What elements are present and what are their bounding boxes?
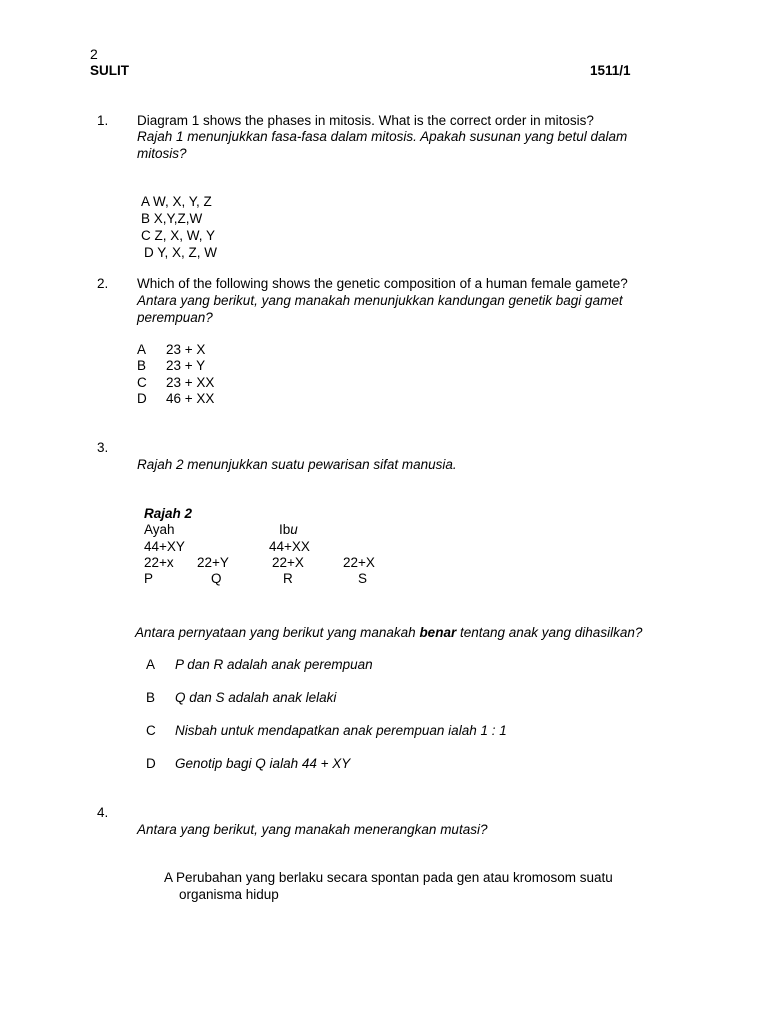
option-a-letter: A [146, 657, 156, 672]
option-a-text: P dan R adalah anak perempuan [175, 657, 373, 672]
option-a-text-cont: organisma hidup [179, 887, 279, 902]
question-text-ms-cont: perempuan? [137, 310, 213, 325]
option-b-text: 23 + Y [166, 358, 206, 373]
option-d-text: 46 + XX [166, 391, 215, 406]
header-paper-code: 1511/1 [590, 63, 631, 78]
mother-genotype: 44+XX [269, 539, 310, 554]
diagram-title: Rajah 2 [144, 506, 193, 521]
question-number: 4. [97, 805, 109, 820]
option-a: A W, X, Y, Z [141, 194, 212, 209]
option-c-letter: C [137, 375, 147, 390]
option-d-text: Genotip bagi Q ialah 44 + XY [175, 756, 351, 771]
mother-label: Ibu [279, 522, 298, 537]
question-text-en: Which of the following shows the genetic composition of a human female gamete? [137, 276, 628, 291]
option-c-text: Nisbah untuk mendapatkan anak perempuan ialah 1 : 1 [175, 723, 507, 738]
question-number: 3. [97, 440, 109, 455]
option-b: B X,Y,Z,W [141, 211, 203, 226]
option-c-text: 23 + XX [166, 375, 215, 390]
option-d-letter: D [137, 391, 147, 406]
gamete-r-label: R [283, 571, 293, 586]
option-b-text: Q dan S adalah anak lelaki [175, 690, 337, 705]
option-b-letter: B [137, 358, 147, 373]
option-d-letter: D [146, 756, 156, 771]
gamete-p-genotype: 22+x [144, 555, 174, 570]
question-text-ms: Antara yang berikut, yang manakah menunjukkan kandungan genetik bagi gamet [137, 293, 623, 308]
question-intro: Rajah 2 menunjukkan suatu pewarisan sifat manusia. [137, 457, 457, 472]
gamete-p-label: P [144, 571, 154, 586]
father-label: Ayah [144, 522, 175, 537]
father-genotype: 44+XY [144, 539, 185, 554]
page-number: 2 [90, 46, 98, 62]
option-c-letter: C [146, 723, 156, 738]
option-c: C Z, X, W, Y [141, 228, 216, 243]
option-a-text: A Perubahan yang berlaku secara spontan pada gen atau kromosom suatu [164, 870, 613, 885]
gamete-q-genotype: 22+Y [197, 555, 229, 570]
gamete-q-label: Q [211, 571, 222, 586]
question-stem: Antara pernyataan yang berikut yang manakah benar tentang anak yang dihasilkan? [135, 625, 643, 640]
option-d: D Y, X, Z, W [144, 245, 218, 260]
option-a-letter: A [137, 342, 147, 357]
question-number: 1. [97, 113, 109, 128]
question-text-en: Diagram 1 shows the phases in mitosis. What is the correct order in mitosis? [137, 113, 594, 128]
option-a-text: 23 + X [166, 342, 206, 357]
question-text-ms-cont: mitosis? [137, 146, 187, 161]
question-number: 2. [97, 276, 109, 291]
question-text-ms: Rajah 1 menunjukkan fasa-fasa dalam mitosis. Apakah susunan yang betul dalam [137, 129, 628, 144]
gamete-s-label: S [358, 571, 368, 586]
gamete-s-genotype: 22+X [343, 555, 375, 570]
option-b-letter: B [146, 690, 156, 705]
header-left-label: SULIT [90, 63, 129, 78]
question-stem: Antara yang berikut, yang manakah menerangkan mutasi? [137, 822, 488, 837]
gamete-r-genotype: 22+X [272, 555, 304, 570]
